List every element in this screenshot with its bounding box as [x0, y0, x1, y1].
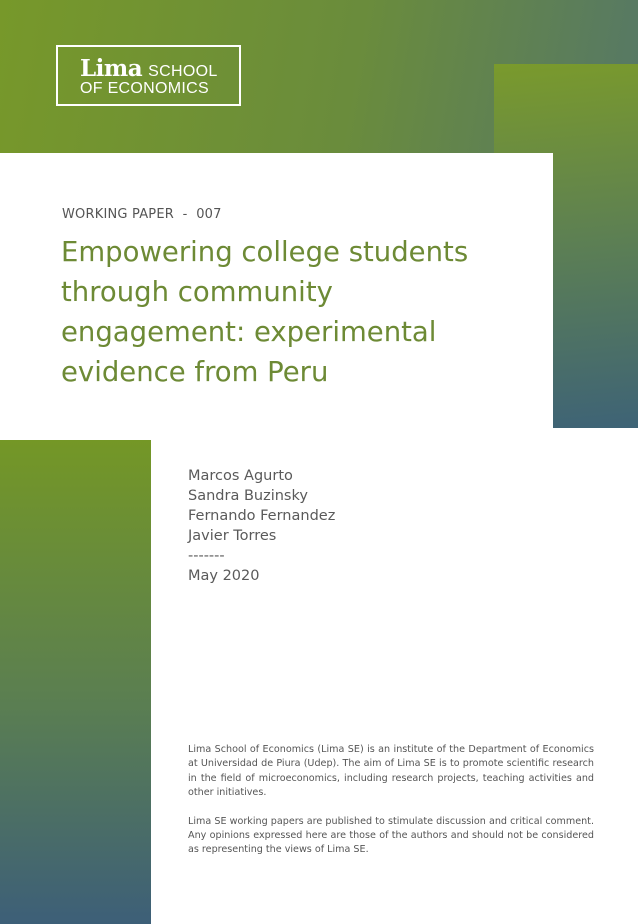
footer-notes — [188, 743, 594, 872]
separator: ------- — [188, 548, 225, 564]
paper-title — [61, 232, 501, 392]
author-name: Fernando Fernandez — [188, 508, 336, 524]
author-name: Sandra Buzinsky — [188, 488, 308, 504]
logo-school-text: SCHOOL — [148, 63, 218, 80]
logo-lima-text: Lima — [80, 55, 143, 82]
author-name: Javier Torres — [188, 528, 277, 544]
paper-title-line: through community — [61, 276, 333, 308]
author-name: Marcos Agurto — [188, 468, 293, 484]
paper-title-line: Empowering college students — [61, 236, 469, 268]
lima-school-logo — [56, 45, 241, 106]
logo-economics-text: OF ECONOMICS — [80, 80, 209, 97]
working-paper-label: WORKING PAPER - 007 — [62, 207, 222, 222]
left-gradient-block — [0, 440, 151, 924]
publication-date: May 2020 — [188, 568, 260, 584]
footer-paragraph-disclaimer: Lima SE working papers are published to stimulate discussion and critical comment. Any opinions expressed here are those of the authors and should not be considered as representing the views of Lima SE. — [188, 815, 594, 856]
paper-title-line: evidence from Peru — [61, 356, 329, 388]
authors-block — [188, 466, 335, 586]
footer-paragraph-about: Lima School of Economics (Lima SE) is an institute of the Department of Economics at Universidad de Piura (Udep). The aim of Lima SE is to promote scientific research in the field of microeconomics, including research projects, teaching activities and other initiatives. — [188, 744, 594, 799]
paper-title-line: engagement: experimental — [61, 316, 437, 348]
